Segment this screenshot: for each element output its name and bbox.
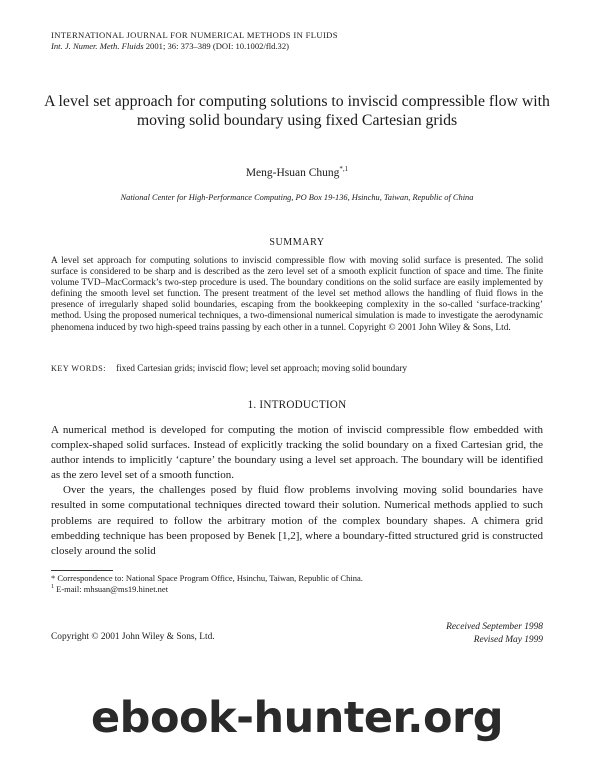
summary-heading: SUMMARY bbox=[269, 237, 325, 248]
introduction-paragraph-1: A numerical method is developed for computing the motion of inviscid compressible flow embedded with complex-shaped solid surfaces. Instead of explicitly tracking the solid boundary on a fixed Cartesian grid, the author intends to implicitly ‘capture’ the boundary using a level set approach. The boundary will be identified as the zero level set of a smooth function. bbox=[51, 424, 543, 482]
journal-abbrev: Int. J. Numer. Meth. Fluids bbox=[51, 41, 144, 51]
citation-line bbox=[51, 41, 289, 51]
footnote-divider bbox=[51, 570, 113, 571]
footnote-correspondence: * Correspondence to: National Space Program Office, Hsinchu, Taiwan, Republic of China. bbox=[51, 573, 363, 583]
author-name: Meng-Hsuan Chung bbox=[245, 166, 340, 179]
keywords-text: fixed Cartesian grids; inviscid flow; level set approach; moving solid boundary bbox=[116, 363, 408, 373]
affiliation: National Center for High-Performance Computing, PO Box 19-136, Hsinchu, Taiwan, Republic of China bbox=[120, 193, 474, 202]
received-dates bbox=[446, 621, 543, 647]
author-footnote-marks: *,1 bbox=[339, 165, 349, 173]
footnote-email-mark: 1 bbox=[51, 584, 54, 591]
footnote-email-text: E-mail: mhsuan@ms19.hinet.net bbox=[54, 584, 169, 594]
section-heading-introduction: 1. INTRODUCTION bbox=[247, 399, 347, 411]
summary-text: A level set approach for computing solutions to inviscid compressible flow with moving solid surface is presented. The solid surface is considered to be sharp and is described as the zero level set of a smooth explicit function of space and time. The finite volume TVD–MacCormack’s two-step procedure is used. The boundary conditions on the solid surface are easily implemented by defining the smooth level set function. The present treatment of the level set method allows the handling of fluid flows in the presence of irregularly shaped solid boundaries, escaping from the bookkeeping complexity in the so-called ‘surface-tracking’ method. Using the proposed numerical techniques, a two-dimensional numerical simulation is made to investigate the aerodynamic phenomena induced by two high-speed trains passing by each other in a tunnel. Copyright © 2001 John Wiley & Sons, Ltd. bbox=[51, 256, 543, 333]
author-line bbox=[0, 165, 594, 179]
introduction-paragraph-2: Over the years, the challenges posed by fluid flow problems involving moving solid boundaries have resulted in some computational techniques directed toward their solution. Numerical methods applied to such problems are required to follow the arbitrary motion of the complex boundary shapes. A chimera grid embedding technique has been proposed by Benek [1,2], where a boundary-fitted structured grid is constructed closely around the solid bbox=[51, 484, 543, 557]
copyright-notice: Copyright © 2001 John Wiley & Sons, Ltd. bbox=[51, 632, 215, 642]
journal-name: INTERNATIONAL JOURNAL FOR NUMERICAL METHODS IN FLUIDS bbox=[51, 30, 338, 40]
revised-date: Revised May 1999 bbox=[473, 635, 543, 645]
citation-details: 2001; 36: 373–389 (DOI: 10.1002/fld.32) bbox=[143, 41, 289, 51]
received-date: Received September 1998 bbox=[446, 622, 543, 632]
keywords-line bbox=[51, 363, 407, 373]
watermark: ebook-hunter.org bbox=[91, 693, 503, 743]
article-title: A level set approach for computing solutions to inviscid compressible flow with moving solid boundary using fixed Cartesian grids bbox=[44, 93, 550, 129]
keywords-label: KEY WORDS: bbox=[51, 364, 107, 373]
footnote-email bbox=[51, 584, 168, 594]
introduction-body bbox=[51, 423, 543, 559]
